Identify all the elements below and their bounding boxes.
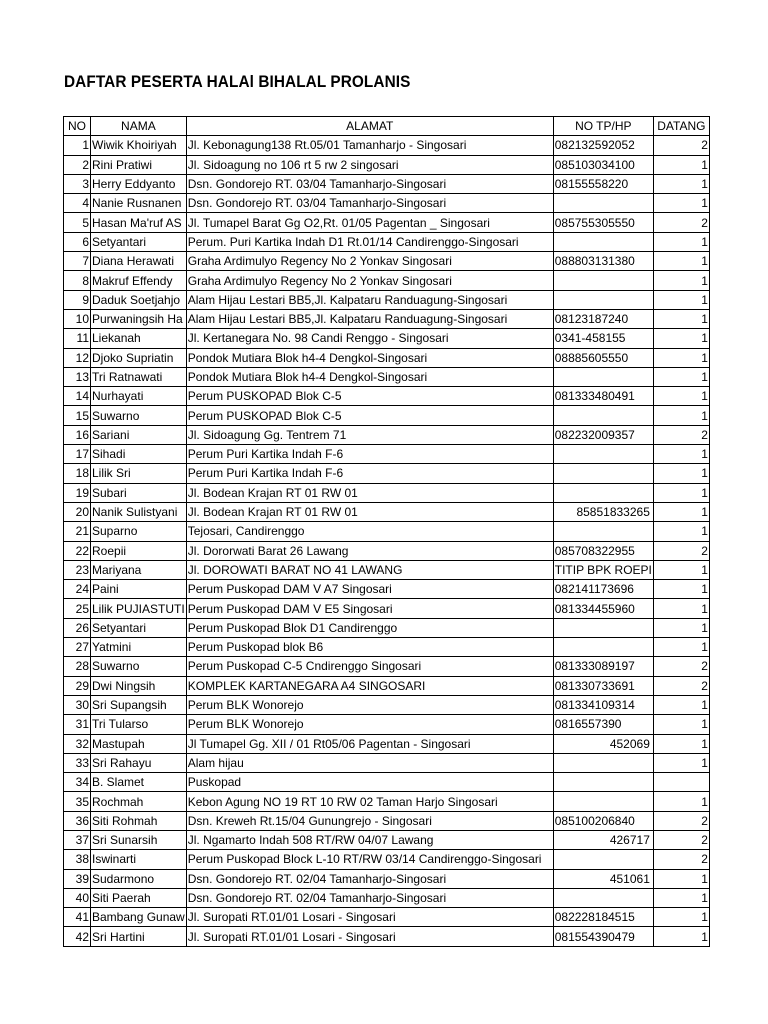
cell-phone: 08885605550	[553, 348, 653, 367]
cell-nama: Setyantari	[91, 232, 187, 251]
cell-datang: 1	[653, 908, 709, 927]
cell-datang: 1	[653, 290, 709, 309]
table-row	[64, 618, 710, 637]
cell-alamat: Pondok Mutiara Blok h4-4 Dengkol-Singosari	[186, 367, 553, 386]
cell-alamat: Alam Hijau Lestari BB5,Jl. Kalpataru Randuagung-Singosari	[186, 309, 553, 328]
cell-alamat: Jl. Suropati RT.01/01 Losari - Singosari	[186, 927, 553, 946]
cell-phone: 426717	[553, 830, 653, 849]
table-row	[64, 811, 710, 830]
table-row	[64, 638, 710, 657]
cell-phone: 082232009357	[553, 425, 653, 444]
cell-phone: 08155558220	[553, 174, 653, 193]
cell-phone: 082228184515	[553, 908, 653, 927]
cell-nama: Hasan Ma'ruf AS	[91, 213, 187, 232]
cell-nama: Suparno	[91, 522, 187, 541]
cell-no: 7	[64, 252, 91, 271]
cell-phone: 082141173696	[553, 580, 653, 599]
table-row	[64, 445, 710, 464]
cell-phone: 451061	[553, 869, 653, 888]
table-body	[64, 136, 710, 946]
cell-phone: 452069	[553, 734, 653, 753]
table-row	[64, 888, 710, 907]
cell-phone	[553, 271, 653, 290]
cell-phone: 085755305550	[553, 213, 653, 232]
cell-no: 4	[64, 194, 91, 213]
cell-nama: Liekanah	[91, 329, 187, 348]
cell-phone	[553, 194, 653, 213]
participant-table	[63, 116, 710, 947]
cell-datang: 1	[653, 638, 709, 657]
cell-no: 37	[64, 830, 91, 849]
cell-datang: 1	[653, 734, 709, 753]
cell-phone: TITIP BPK ROEPI	[553, 560, 653, 579]
cell-nama: Subari	[91, 483, 187, 502]
cell-datang: 1	[653, 869, 709, 888]
cell-alamat: Perum PUSKOPAD Blok C-5	[186, 406, 553, 425]
cell-alamat: Perum Puskopad blok B6	[186, 638, 553, 657]
table-row	[64, 850, 710, 869]
cell-alamat: KOMPLEK KARTANEGARA A4 SINGOSARI	[186, 676, 553, 695]
cell-no: 14	[64, 387, 91, 406]
cell-nama: Iswinarti	[91, 850, 187, 869]
cell-phone: 0341-458155	[553, 329, 653, 348]
cell-no: 3	[64, 174, 91, 193]
cell-no: 42	[64, 927, 91, 946]
cell-phone: 085103034100	[553, 155, 653, 174]
cell-phone	[553, 483, 653, 502]
cell-alamat: Perum BLK Wonorejo	[186, 715, 553, 734]
cell-no: 16	[64, 425, 91, 444]
cell-phone: 0816557390	[553, 715, 653, 734]
cell-phone: 082132592052	[553, 136, 653, 155]
cell-phone	[553, 638, 653, 657]
cell-datang: 1	[653, 232, 709, 251]
cell-datang: 1	[653, 522, 709, 541]
cell-no: 40	[64, 888, 91, 907]
table-row	[64, 213, 710, 232]
cell-nama: Mastupah	[91, 734, 187, 753]
cell-nama: Djoko Supriatin	[91, 348, 187, 367]
cell-phone	[553, 232, 653, 251]
cell-alamat: Perum Puskopad C-5 Cndirenggo Singosari	[186, 657, 553, 676]
table-row	[64, 252, 710, 271]
cell-datang: 2	[653, 850, 709, 869]
cell-datang: 1	[653, 792, 709, 811]
cell-alamat: Graha Ardimulyo Regency No 2 Yonkav Singosari	[186, 271, 553, 290]
cell-nama: Makruf Effendy	[91, 271, 187, 290]
table-row	[64, 348, 710, 367]
cell-alamat: Jl. Sidoagung Gg. Tentrem 71	[186, 425, 553, 444]
cell-phone	[553, 618, 653, 637]
cell-nama: Mariyana	[91, 560, 187, 579]
cell-nama: Purwaningsih Ha	[91, 309, 187, 328]
cell-phone	[553, 445, 653, 464]
cell-phone: 085100206840	[553, 811, 653, 830]
cell-datang: 1	[653, 502, 709, 521]
cell-nama: Diana Herawati	[91, 252, 187, 271]
table-row	[64, 136, 710, 155]
cell-phone	[553, 773, 653, 792]
table-row	[64, 502, 710, 521]
table-header-row	[64, 117, 710, 136]
cell-nama: Bambang Gunaw	[91, 908, 187, 927]
cell-no: 20	[64, 502, 91, 521]
cell-no: 19	[64, 483, 91, 502]
cell-no: 6	[64, 232, 91, 251]
cell-datang: 1	[653, 464, 709, 483]
cell-datang: 1	[653, 927, 709, 946]
cell-datang: 1	[653, 753, 709, 772]
cell-alamat: Perum Puri Kartika Indah F-6	[186, 464, 553, 483]
cell-phone: 081330733691	[553, 676, 653, 695]
cell-no: 35	[64, 792, 91, 811]
cell-no: 22	[64, 541, 91, 560]
cell-no: 26	[64, 618, 91, 637]
cell-phone: 85851833265	[553, 502, 653, 521]
table-row	[64, 174, 710, 193]
table-row	[64, 329, 710, 348]
table-row	[64, 657, 710, 676]
cell-nama: Lilik PUJIASTUTI	[91, 599, 187, 618]
cell-datang: 1	[653, 387, 709, 406]
cell-phone	[553, 888, 653, 907]
cell-alamat: Dsn. Gondorejo RT. 03/04 Tamanharjo-Singosari	[186, 194, 553, 213]
cell-phone: 08123187240	[553, 309, 653, 328]
cell-alamat: Dsn. Gondorejo RT. 02/04 Tamanharjo-Singosari	[186, 869, 553, 888]
cell-nama: Sariani	[91, 425, 187, 444]
cell-datang: 1	[653, 599, 709, 618]
cell-datang: 1	[653, 483, 709, 502]
cell-alamat: Kebon Agung NO 19 RT 10 RW 02 Taman Harjo Singosari	[186, 792, 553, 811]
cell-no: 13	[64, 367, 91, 386]
cell-nama: Paini	[91, 580, 187, 599]
table-row	[64, 908, 710, 927]
cell-nama: B. Slamet	[91, 773, 187, 792]
table-row	[64, 425, 710, 444]
table-row	[64, 830, 710, 849]
cell-no: 1	[64, 136, 91, 155]
cell-alamat: Dsn. Gondorejo RT. 03/04 Tamanharjo-Singosari	[186, 174, 553, 193]
cell-datang: 2	[653, 541, 709, 560]
cell-datang: 2	[653, 425, 709, 444]
cell-alamat: Perum Puskopad DAM V A7 Singosari	[186, 580, 553, 599]
cell-datang: 1	[653, 329, 709, 348]
table-row	[64, 541, 710, 560]
cell-datang: 1	[653, 560, 709, 579]
cell-alamat: Tejosari, Candirenggo	[186, 522, 553, 541]
table-row	[64, 695, 710, 714]
table-row	[64, 599, 710, 618]
cell-alamat: Jl. Suropati RT.01/01 Losari - Singosari	[186, 908, 553, 927]
cell-datang: 1	[653, 367, 709, 386]
cell-nama: Sri Rahayu	[91, 753, 187, 772]
cell-nama: Suwarno	[91, 657, 187, 676]
cell-no: 18	[64, 464, 91, 483]
cell-nama: Setyantari	[91, 618, 187, 637]
table-row	[64, 927, 710, 946]
cell-datang: 1	[653, 309, 709, 328]
cell-datang: 2	[653, 213, 709, 232]
cell-nama: Herry Eddyanto	[91, 174, 187, 193]
cell-no: 34	[64, 773, 91, 792]
cell-alamat: Perum Puskopad Block L-10 RT/RW 03/14 Candirenggo-Singosari	[186, 850, 553, 869]
cell-alamat: Alam hijau	[186, 753, 553, 772]
cell-alamat: Graha Ardimulyo Regency No 2 Yonkav Singosari	[186, 252, 553, 271]
cell-nama: Nurhayati	[91, 387, 187, 406]
cell-phone: 088803131380	[553, 252, 653, 271]
cell-datang: 1	[653, 271, 709, 290]
cell-phone: 085708322955	[553, 541, 653, 560]
cell-no: 30	[64, 695, 91, 714]
table-row	[64, 734, 710, 753]
cell-alamat: Perum Puri Kartika Indah F-6	[186, 445, 553, 464]
cell-datang: 1	[653, 174, 709, 193]
cell-no: 31	[64, 715, 91, 734]
table-row	[64, 367, 710, 386]
cell-no: 15	[64, 406, 91, 425]
cell-no: 25	[64, 599, 91, 618]
cell-alamat: Jl. Sidoagung no 106 rt 5 rw 2 singosari	[186, 155, 553, 174]
cell-phone: 081554390479	[553, 927, 653, 946]
cell-datang: 2	[653, 657, 709, 676]
cell-nama: Wiwik Khoiriyah	[91, 136, 187, 155]
cell-nama: Daduk Soetjahjo	[91, 290, 187, 309]
cell-nama: Nanie Rusnanen	[91, 194, 187, 213]
cell-alamat: Jl. Kertanegara No. 98 Candi Renggo - Singosari	[186, 329, 553, 348]
cell-no: 24	[64, 580, 91, 599]
cell-datang: 1	[653, 406, 709, 425]
cell-datang: 1	[653, 194, 709, 213]
cell-datang: 1	[653, 715, 709, 734]
cell-nama: Rini Pratiwi	[91, 155, 187, 174]
cell-datang: 1	[653, 695, 709, 714]
cell-nama: Siti Paerah	[91, 888, 187, 907]
cell-alamat: Jl. Tumapel Barat Gg O2,Rt. 01/05 Pagentan _ Singosari	[186, 213, 553, 232]
table-row	[64, 560, 710, 579]
cell-alamat: Alam Hijau Lestari BB5,Jl. Kalpataru Randuagung-Singosari	[186, 290, 553, 309]
cell-no: 39	[64, 869, 91, 888]
cell-datang: 2	[653, 676, 709, 695]
cell-nama: Sri Sunarsih	[91, 830, 187, 849]
table-row	[64, 464, 710, 483]
cell-nama: Siti Rohmah	[91, 811, 187, 830]
cell-phone	[553, 792, 653, 811]
cell-alamat: Jl. Dororwati Barat 26 Lawang	[186, 541, 553, 560]
cell-phone	[553, 464, 653, 483]
table-row	[64, 753, 710, 772]
cell-nama: Sudarmono	[91, 869, 187, 888]
cell-datang: 1	[653, 888, 709, 907]
cell-nama: Sri Hartini	[91, 927, 187, 946]
cell-nama: Rochmah	[91, 792, 187, 811]
cell-nama: Tri Tularso	[91, 715, 187, 734]
cell-no: 2	[64, 155, 91, 174]
table-row	[64, 387, 710, 406]
cell-phone	[553, 290, 653, 309]
cell-datang: 1	[653, 155, 709, 174]
page-title: DAFTAR PESERTA HALAl BIHALAL PROLANIS	[64, 73, 411, 91]
table-row	[64, 580, 710, 599]
column-header-datang: DATANG	[653, 117, 709, 136]
table-row	[64, 406, 710, 425]
table-row	[64, 309, 710, 328]
column-header-no: NO	[64, 117, 91, 136]
cell-phone	[553, 522, 653, 541]
cell-alamat: Jl. Bodean Krajan RT 01 RW 01	[186, 483, 553, 502]
cell-alamat: Perum PUSKOPAD Blok C-5	[186, 387, 553, 406]
cell-phone: 081334109314	[553, 695, 653, 714]
cell-no: 23	[64, 560, 91, 579]
table-row	[64, 773, 710, 792]
cell-datang: 2	[653, 811, 709, 830]
cell-no: 28	[64, 657, 91, 676]
cell-nama: Roepii	[91, 541, 187, 560]
cell-nama: Yatmini	[91, 638, 187, 657]
cell-alamat: Perum. Puri Kartika Indah D1 Rt.01/14 Candirenggo-Singosari	[186, 232, 553, 251]
cell-alamat: Jl. DOROWATI BARAT NO 41 LAWANG	[186, 560, 553, 579]
cell-datang: 2	[653, 830, 709, 849]
cell-nama: Lilik Sri	[91, 464, 187, 483]
cell-alamat: Jl. Kebonagung138 Rt.05/01 Tamanharjo - Singosari	[186, 136, 553, 155]
cell-no: 8	[64, 271, 91, 290]
cell-phone	[553, 850, 653, 869]
cell-alamat: Puskopad	[186, 773, 553, 792]
cell-alamat: Perum Puskopad Blok D1 Candirenggo	[186, 618, 553, 637]
table-row	[64, 676, 710, 695]
cell-datang: 1	[653, 618, 709, 637]
cell-no: 21	[64, 522, 91, 541]
cell-no: 11	[64, 329, 91, 348]
cell-nama: Dwi Ningsih	[91, 676, 187, 695]
cell-no: 5	[64, 213, 91, 232]
cell-no: 17	[64, 445, 91, 464]
cell-alamat: Perum Puskopad DAM V E5 Singosari	[186, 599, 553, 618]
cell-datang	[653, 773, 709, 792]
cell-datang: 1	[653, 348, 709, 367]
cell-phone	[553, 406, 653, 425]
cell-no: 10	[64, 309, 91, 328]
column-header-nama: NAMA	[91, 117, 187, 136]
cell-nama: Sri Supangsih	[91, 695, 187, 714]
cell-no: 32	[64, 734, 91, 753]
table-row	[64, 715, 710, 734]
cell-no: 9	[64, 290, 91, 309]
cell-no: 36	[64, 811, 91, 830]
cell-nama: Sihadi	[91, 445, 187, 464]
cell-phone: 081333480491	[553, 387, 653, 406]
column-header-alamat: ALAMAT	[186, 117, 553, 136]
table-row	[64, 792, 710, 811]
cell-phone: 081333089197	[553, 657, 653, 676]
cell-alamat: Dsn. Kreweh Rt.15/04 Gunungrejo - Singosari	[186, 811, 553, 830]
cell-datang: 1	[653, 445, 709, 464]
table-row	[64, 483, 710, 502]
cell-datang: 2	[653, 136, 709, 155]
table-row	[64, 869, 710, 888]
column-header-phone: NO TP/HP	[553, 117, 653, 136]
cell-alamat: Pondok Mutiara Blok h4-4 Dengkol-Singosari	[186, 348, 553, 367]
table-row	[64, 271, 710, 290]
cell-phone: 081334455960	[553, 599, 653, 618]
cell-no: 33	[64, 753, 91, 772]
cell-no: 38	[64, 850, 91, 869]
cell-no: 41	[64, 908, 91, 927]
table-row	[64, 155, 710, 174]
cell-datang: 1	[653, 580, 709, 599]
cell-alamat: Perum BLK Wonorejo	[186, 695, 553, 714]
cell-alamat: Dsn. Gondorejo RT. 02/04 Tamanharjo-Singosari	[186, 888, 553, 907]
cell-phone	[553, 753, 653, 772]
cell-alamat: Jl. Bodean Krajan RT 01 RW 01	[186, 502, 553, 521]
table-row	[64, 522, 710, 541]
table-row	[64, 194, 710, 213]
table-row	[64, 290, 710, 309]
cell-nama: Suwarno	[91, 406, 187, 425]
cell-no: 27	[64, 638, 91, 657]
cell-no: 29	[64, 676, 91, 695]
cell-alamat: Jl. Ngamarto Indah 508 RT/RW 04/07 Lawang	[186, 830, 553, 849]
cell-datang: 1	[653, 252, 709, 271]
cell-no: 12	[64, 348, 91, 367]
cell-phone	[553, 367, 653, 386]
cell-nama: Tri Ratnawati	[91, 367, 187, 386]
table-row	[64, 232, 710, 251]
cell-alamat: Jl Tumapel Gg. XII / 01 Rt05/06 Pagentan - Singosari	[186, 734, 553, 753]
cell-nama: Nanik Sulistyani	[91, 502, 187, 521]
